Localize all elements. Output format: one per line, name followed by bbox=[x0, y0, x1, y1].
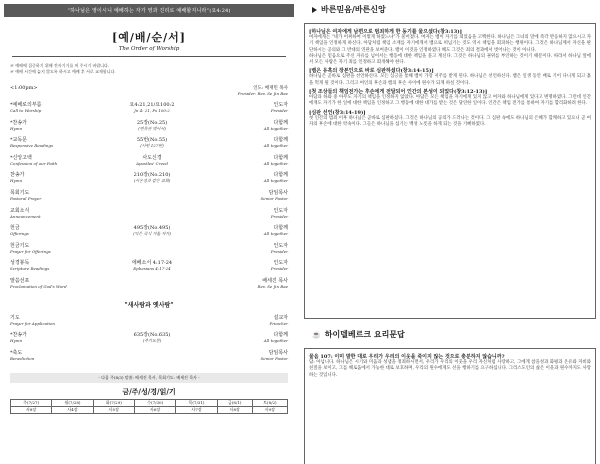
coffee-cup-icon: ☕ bbox=[312, 330, 321, 339]
order-item-name-text: *교독문 bbox=[10, 137, 27, 144]
reading-day: 수(7/30) bbox=[134, 400, 175, 407]
order-item bbox=[10, 120, 288, 138]
order-item-name-en: Pastoral Prayer bbox=[10, 195, 42, 201]
reading-day: 월(7/28) bbox=[52, 400, 93, 407]
order-item-name-text: 기도 bbox=[10, 314, 20, 321]
order-item-name bbox=[10, 120, 78, 132]
order-item-name bbox=[10, 243, 78, 255]
order-item-name-en: Offerings bbox=[10, 231, 29, 237]
order-item-mid-en: (주기도문) bbox=[142, 338, 162, 344]
order-item bbox=[10, 243, 288, 261]
order-item-name-text: 헌금기도 bbox=[10, 242, 30, 249]
reading-day: 토(8/2) bbox=[252, 400, 287, 407]
order-item-right-en: Rev. Se Jin Bae bbox=[257, 283, 288, 289]
order-item-name-text: *찬송가 bbox=[10, 332, 27, 339]
order-item-right-text: 다함께 bbox=[273, 119, 288, 126]
order-item-name-en: Benediction bbox=[10, 355, 35, 361]
divider bbox=[12, 56, 286, 57]
order-item-name-en: Proclamation of God's Word bbox=[10, 283, 67, 289]
order-item-mid-text: 210장(No.210) bbox=[133, 172, 171, 179]
reading-day: 금(8/1) bbox=[217, 400, 252, 407]
order-item-name-en: Confession of our Faith bbox=[10, 160, 58, 166]
order-item-name bbox=[10, 315, 78, 327]
order-item-right bbox=[226, 332, 288, 344]
order-item-name-text: 목회기도 bbox=[10, 189, 30, 196]
order-item-mid-en: Ephesians 4:17-24 bbox=[133, 266, 171, 272]
order-item-name bbox=[10, 208, 78, 220]
days-row bbox=[11, 400, 288, 407]
worship-title: [예/배/순/서] bbox=[112, 31, 186, 44]
article-heading: [하나님은 여자에게 남편으로 범죄하게 한 동기를 물으셨다(창3:13)] bbox=[309, 29, 462, 35]
order-item-right-text: 인도자 bbox=[273, 260, 288, 267]
order-item-name bbox=[10, 350, 78, 362]
article-paragraph: 하나님은 곧바로 심판을 선언하신다. 모든 심긍을 통해 뱀이 가장 저주를 받게 된다. 하나님은 선언하신다. 뱀은 일생 동안 배로 기어 다니게 되고 흙을 먹게 될 것이다. 그리고 여인의 후손과 뱀의 후손 사이에 원수가 되게 하실 것이다. bbox=[309, 74, 591, 86]
order-item-right bbox=[226, 120, 288, 132]
article-paragraph: 아담과 하와 중 아무도 자기의 책임을 인정하지 않았다. 아담은 모든 책임을 자기에게 있지 않고 여자와 하나님에게 있다고 변명하였다. 그런데 인간에게도 자기가 한 일에 대한 책임을 인정하고 그 행동에 대한 대가를 받는 것은 당연한 일이다. 인간은 책임 전가를 통하여 자기를 합리화하려 한다. bbox=[309, 95, 591, 107]
time-row bbox=[10, 85, 288, 96]
article-paragraph: 여자에게는 “네가 어찌하여 이렇게 하였느냐”가 물어졌다. 여자는 뱀이 자기를 꾀었음을 고백한다. 하나님은 그녀의 말에 즉각 반응하지 않으시고 자기 책임을 인정하게 하신다. 아담처럼 책임 소재를 자기에게서 뱀으로 떠넘기는 것도 역시 책임을 회피하는 행위이다. 그것은 하나님께서 자신을 판단하시는 공의와 그 반대의 연관을 보여준다. 뱀이 이것을 인정하였다 해도 그것은 죄의 결과에서 벗어나는 것이 아니다. bbox=[309, 35, 591, 53]
order-item bbox=[10, 260, 288, 278]
order-item-right-en: All together bbox=[263, 143, 288, 149]
order-item-mid-text: 55번(No.55) bbox=[136, 137, 168, 144]
order-item-right-text: 다함께 bbox=[273, 332, 288, 339]
order-item-name-text: *찬송가 bbox=[10, 119, 27, 126]
order-item-name-text: 말씀선포 bbox=[10, 277, 30, 284]
order-item-right-text: 인도자 bbox=[273, 242, 288, 249]
order-item-right bbox=[226, 155, 288, 167]
notice-item: ☞ 예배 시간에 늦지 않도록 하시고 예배 후 서로 교제합니다. bbox=[10, 69, 116, 74]
order-item-mid bbox=[78, 260, 226, 272]
order-item-right-en: Preacher bbox=[269, 320, 288, 326]
order-item-right-en: Senior Pastor bbox=[260, 355, 288, 361]
reading-day: 주(7/27) bbox=[11, 400, 52, 407]
order-item-name-en: Hymn bbox=[10, 338, 23, 344]
order-item bbox=[10, 172, 288, 190]
order-item-name bbox=[10, 137, 78, 149]
order-item-name bbox=[10, 225, 78, 237]
order-item-mid-text: 635장(No.635) bbox=[133, 332, 171, 339]
order-item-right bbox=[226, 350, 288, 362]
order-item-name-en: Call to Worship bbox=[10, 108, 42, 113]
article-paragraph: 하나님은 믿음으로 주신 자유를 넘어서는 행동에 대한 책임을 묻고 계신다. 그것은 하나님의 권위를 부인하는 것이기 때문이다. 따라서 하나님 앞에서 모든 사람은 자기 죄를 인정하고 회개해야 한다. bbox=[309, 53, 591, 66]
order-item bbox=[10, 102, 288, 120]
order-item-right-en: All together bbox=[263, 231, 288, 237]
bible-reading-title: 금/주/성/경/읽/기 bbox=[122, 387, 176, 397]
order-item-name-en: Hymn bbox=[10, 125, 23, 131]
worship-order-panel bbox=[4, 4, 294, 460]
notice-list bbox=[10, 63, 288, 75]
order-item-mid-text: 495장(No.495) bbox=[133, 225, 171, 232]
reading-chapter: 사9장 bbox=[252, 407, 287, 414]
order-item-right-en: Senior Pastor bbox=[260, 195, 288, 201]
order-item-right bbox=[226, 260, 288, 272]
order-list-2 bbox=[10, 315, 288, 368]
article-paragraph: 첫 인간의 범죄 이후 하나님은 곧바로 심판하셨다. 그것은 하나님의 공의가 드러나는 것이다. 그 심판 속에도 하나님의 은혜가 함께하고 있으니 곧 여자의 후손에 대한 약속이다. 그들은 하나님을 섬기는 백성 노릇을 하게 되는 것을 기뻐하였다. bbox=[309, 115, 591, 127]
order-item-name bbox=[10, 155, 78, 167]
next-week-note: - 다음 주(8/3) 말씀: 배세진 목사, 목회기도: 배세진 목사 - bbox=[10, 373, 288, 383]
section-title-faith bbox=[312, 4, 596, 15]
order-item-right-en: Presider bbox=[270, 108, 288, 113]
order-item-name bbox=[10, 278, 78, 290]
motto-banner: “하나님은 영이시니 예배하는 자가 영과 진리로 예배할지니라”(요4:24) bbox=[4, 4, 294, 17]
reading-chapter: 사8장 bbox=[11, 407, 52, 414]
order-item-right bbox=[226, 208, 288, 220]
order-item-mid-en: (면류관 벗어서) bbox=[138, 125, 166, 131]
order-item-right bbox=[226, 315, 288, 327]
order-item-right bbox=[226, 190, 288, 202]
order-item-name-text: 교회소식 bbox=[10, 207, 30, 214]
worship-header bbox=[4, 29, 294, 57]
order-item bbox=[10, 315, 288, 333]
order-item-right bbox=[226, 278, 288, 290]
order-item-right-text: 다함께 bbox=[273, 154, 288, 161]
order-item-mid-en: Jn 4: 21, Ps 100:2 bbox=[134, 108, 170, 113]
sermon-title: "새사람과 옛사람" bbox=[124, 301, 174, 309]
reading-day: 목(7/31) bbox=[176, 400, 217, 407]
reading-chapter: 사7장 bbox=[176, 407, 217, 414]
presider bbox=[238, 85, 288, 96]
order-item bbox=[10, 332, 288, 350]
presider-name-en: Presider: Rev. Se Jin Bae bbox=[237, 91, 288, 96]
article-heading: [뱀은 유혹의 장본인으로 바로 심판하셨다(창3:14-15)] bbox=[309, 68, 434, 75]
article-heading: [심판 선언(창3:14-19)] bbox=[309, 109, 366, 116]
reading-chapter: 사6장 bbox=[134, 407, 175, 414]
order-item-name-text: *신앙고백 bbox=[10, 154, 32, 161]
order-item-name-en: Responsive Readings bbox=[10, 143, 53, 149]
order-item-mid-en: Apostles' Creed bbox=[136, 160, 168, 166]
order-item-mid bbox=[78, 120, 226, 132]
order-item-mid-text: 요4:21,21/요100:2 bbox=[129, 102, 175, 108]
order-item-right-text: 배세진 목사 bbox=[262, 277, 288, 284]
service-time: <1:00pm> bbox=[10, 85, 38, 91]
order-item-mid-text: 사도신경 bbox=[142, 154, 162, 161]
section-title-text: 하이델베르크 요리문답 bbox=[324, 329, 405, 339]
reading-chapter: 사8장 bbox=[217, 407, 252, 414]
order-item-right-en: All together bbox=[263, 338, 288, 344]
order-item-mid-en: (익은 곡식 거둘 자가) bbox=[133, 231, 171, 237]
order-item-right-text: 다함께 bbox=[273, 225, 288, 232]
order-item-name-en: Announcement bbox=[10, 213, 41, 219]
faith-article-box bbox=[304, 23, 596, 319]
notice-item: ☞ 예배에 집중하기 위해 전자기기를 꺼 주시기 바랍니다. bbox=[10, 63, 110, 68]
order-item-mid bbox=[78, 155, 226, 167]
triangle-icon bbox=[312, 7, 317, 13]
order-item-name-text: *예배로의부름 bbox=[10, 102, 42, 108]
order-item-right-text: 담임목사 bbox=[268, 349, 288, 356]
order-item bbox=[10, 350, 288, 368]
order-item-right-en: All together bbox=[263, 160, 288, 166]
bible-reading-table bbox=[10, 399, 288, 414]
order-item-name bbox=[10, 102, 78, 114]
order-item-name-text: 헌금 bbox=[10, 225, 20, 232]
order-item-right bbox=[226, 137, 288, 149]
order-item bbox=[10, 208, 288, 226]
order-item bbox=[10, 278, 288, 296]
order-item-name-text: *축도 bbox=[10, 349, 23, 356]
order-item-right-text: 인도자 bbox=[273, 207, 288, 214]
order-item-mid bbox=[78, 137, 226, 149]
reading-chapter: 사4장 bbox=[52, 407, 93, 414]
catechism-box bbox=[304, 348, 596, 464]
order-item-mid bbox=[78, 172, 226, 184]
order-item-name-en: Scripture Readings bbox=[10, 266, 50, 272]
article-panel bbox=[304, 4, 596, 460]
order-item-mid-en: (시온성과 같은 교회) bbox=[133, 178, 171, 184]
article-heading: [첫 조상들의 책임전가는 후손에게 전달되어 인간의 본성이 되었다(창3:12-13)] bbox=[309, 89, 488, 96]
order-item-right-text: 다함께 bbox=[273, 172, 288, 179]
order-item-mid bbox=[78, 225, 226, 237]
reading-chapter: 사5장 bbox=[93, 407, 134, 414]
order-item-right-text: 다함께 bbox=[273, 137, 288, 144]
order-item-name-text: 찬송가 bbox=[10, 172, 25, 179]
order-item-right-en: Presider bbox=[270, 266, 288, 272]
order-item-mid-text: 에베소서 4:17-24 bbox=[131, 260, 173, 267]
order-item-right bbox=[226, 225, 288, 237]
order-item-name-en: Hymn bbox=[10, 178, 23, 184]
order-item-name bbox=[10, 172, 78, 184]
reads-row bbox=[11, 407, 288, 414]
order-item-name bbox=[10, 190, 78, 202]
order-item-name-en: Prayer for Application bbox=[10, 320, 55, 326]
presider-name: 인도: 배재민 목사 bbox=[253, 86, 288, 91]
order-item bbox=[10, 137, 288, 155]
article-paragraph: 답: 아닙니다. 하나님은 시기와 미움과 성냄을 정죄하시면서, 우리가 우리의 이웃을 우리 자신처럼 사랑하고, 그에게 참을성과 화평과 온유와 자비와 친절을 보이고, 그를 해로움에서 가능한 대로 보호하며, 우리의 원수에게도 선을 행하기를 요구하십니다. 그리스도인의 삶은 이웃과 원수까지도 사랑하는 것입니다. bbox=[309, 360, 591, 378]
order-item-mid bbox=[78, 332, 226, 344]
order-item bbox=[10, 225, 288, 243]
order-item-right bbox=[226, 243, 288, 255]
order-item-right-text: 담임목사 bbox=[268, 189, 288, 196]
order-item-name bbox=[10, 332, 78, 344]
section-title-text: 바른믿음/바른신앙 bbox=[321, 4, 386, 14]
order-item-right-en: All together bbox=[263, 178, 288, 184]
order-item-right-en: All together bbox=[263, 125, 288, 131]
order-item bbox=[10, 155, 288, 173]
order-item-right-text: 인도자 bbox=[273, 102, 288, 108]
section-title-catechism bbox=[312, 329, 596, 340]
order-item-mid-text: 25장(No.25) bbox=[136, 119, 168, 126]
order-item bbox=[10, 190, 288, 208]
order-item-mid-en: (시편 127편) bbox=[140, 143, 164, 149]
worship-title-en: The Order of Worship bbox=[118, 46, 180, 52]
order-list bbox=[10, 102, 288, 296]
order-item-right bbox=[226, 172, 288, 184]
order-item-right-en: Presider bbox=[270, 248, 288, 254]
article-heading: 물음 107: 이미 말한 대로 우리가 우리의 이웃을 죽이지 않는 것으로 충분하지 않습니까? bbox=[309, 354, 505, 360]
order-item-right-en: Presider bbox=[270, 213, 288, 219]
order-item-right-text: 설교자 bbox=[273, 314, 288, 321]
reading-day: 화(7/29) bbox=[93, 400, 134, 407]
order-item-name-en: Prayer for Offerings bbox=[10, 248, 51, 254]
order-item-name bbox=[10, 260, 78, 272]
order-item-name-text: 성경봉독 bbox=[10, 260, 30, 267]
order-item-right bbox=[226, 102, 288, 114]
order-item-mid bbox=[78, 102, 226, 114]
